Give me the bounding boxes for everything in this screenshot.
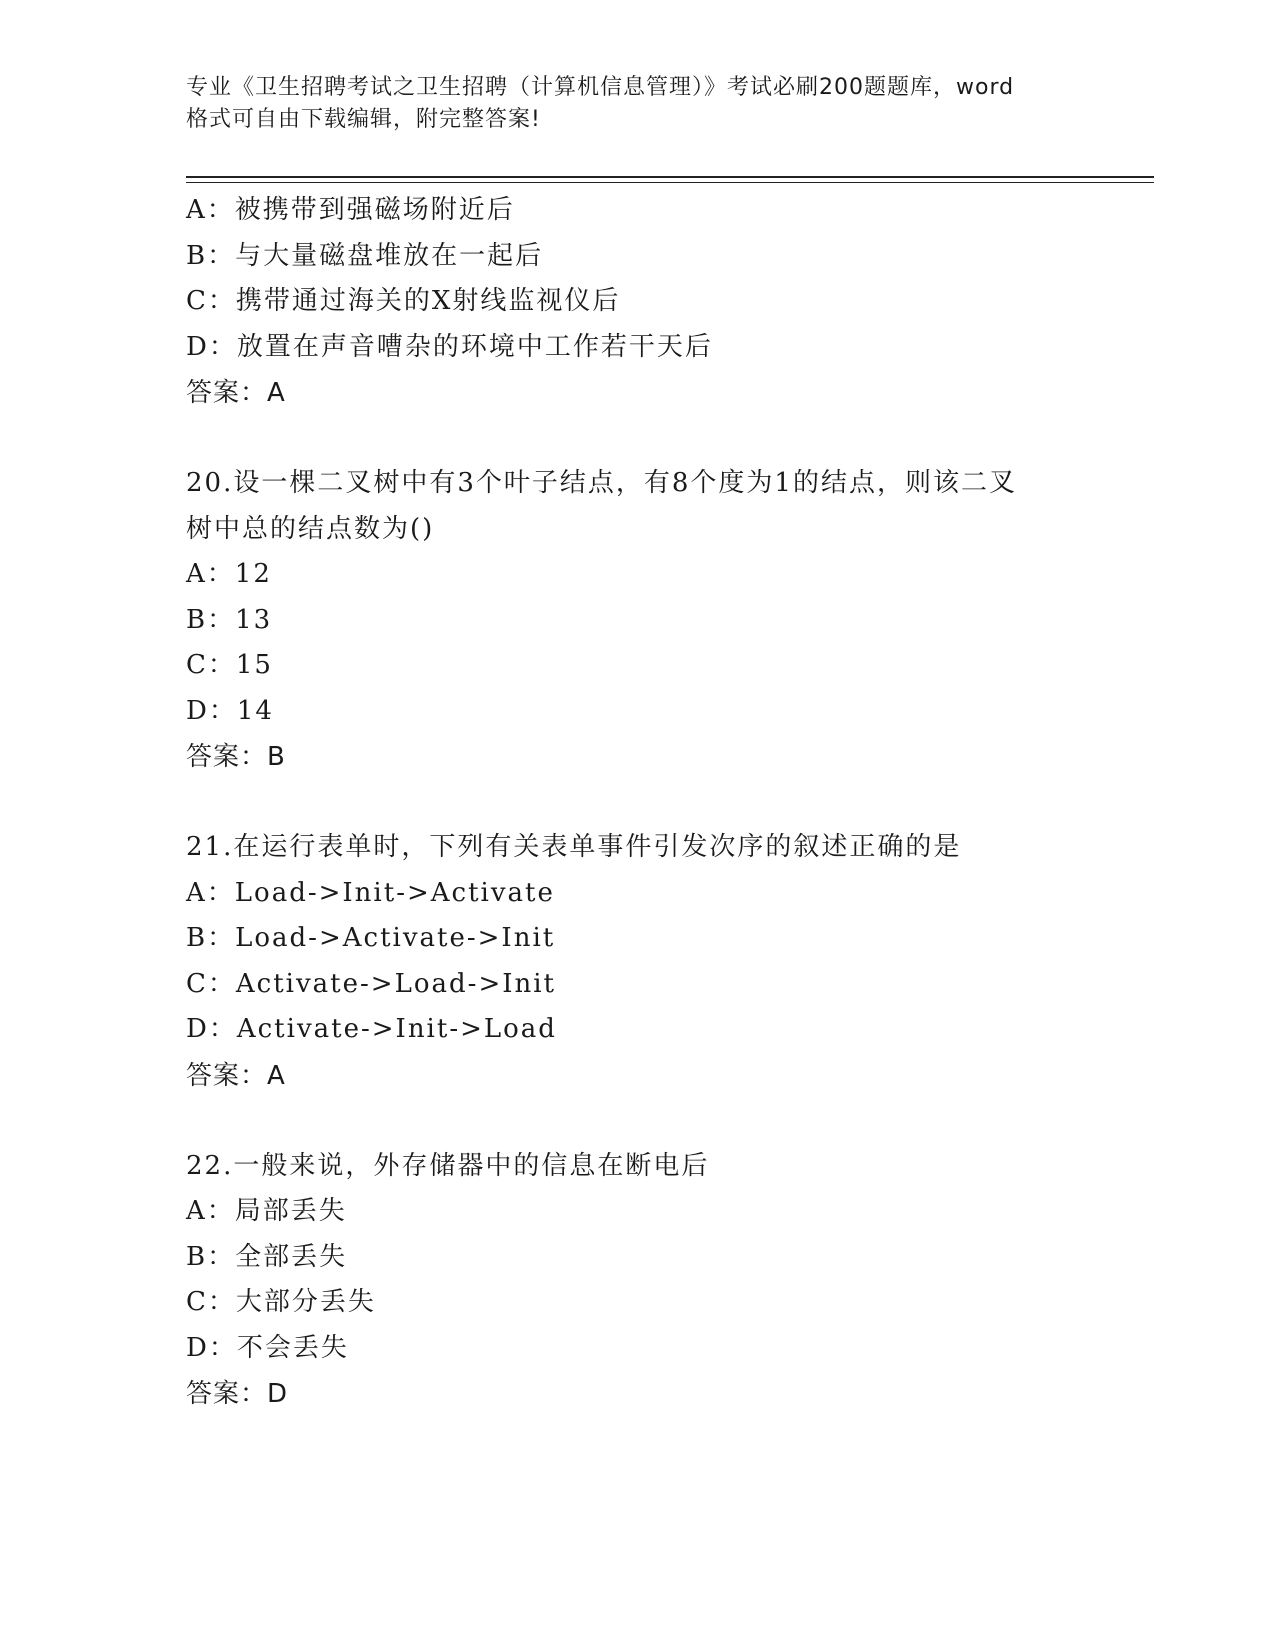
- option-d: D：放置在声音嘈杂的环境中工作若干天后: [186, 331, 713, 362]
- option-c: C：Activate->Load->Init: [186, 968, 557, 999]
- option-c: C：携带通过海关的X射线监视仪后: [186, 286, 621, 316]
- document-header: [186, 72, 1106, 136]
- option-d: D：14: [186, 695, 274, 726]
- option-b: B：Load->Activate->Init: [186, 923, 556, 953]
- header-line-2: 格式可自由下载编辑，附完整答案!: [186, 107, 541, 132]
- question-stem: 22.一般来说，外存储器中的信息在断电后: [186, 1150, 710, 1181]
- question-stem-cont: 树中总的结点数为(): [186, 513, 435, 544]
- question-22: [186, 1144, 1146, 1418]
- question-stem: 20.设一棵二叉树中有3个叶子结点，有8个度为1的结点，则该二叉: [186, 468, 1017, 498]
- answer: 答案：B: [186, 742, 286, 772]
- question-list: [186, 188, 1146, 1417]
- answer: 答案：D: [186, 1379, 289, 1409]
- option-c: C：15: [186, 650, 273, 680]
- question-19: [186, 188, 1146, 416]
- option-a: A：局部丢失: [186, 1196, 347, 1226]
- header-rule-thin: [186, 182, 1154, 183]
- question-21: [186, 825, 1146, 1099]
- header-rule-thick: [186, 176, 1154, 178]
- option-b: B：与大量磁盘堆放在一起后: [186, 240, 544, 271]
- header-line-1: 专业《卫生招聘考试之卫生招聘（计算机信息管理）》考试必刷200题题库，word: [186, 75, 1015, 100]
- answer: 答案：A: [186, 378, 286, 408]
- question-20: [186, 461, 1146, 780]
- option-b: B：全部丢失: [186, 1241, 348, 1272]
- question-stem: 21.在运行表单时，下列有关表单事件引发次序的叙述正确的是: [186, 832, 962, 862]
- option-d: D：Activate->Init->Load: [186, 1014, 557, 1044]
- option-b: B：13: [186, 604, 273, 635]
- option-a: A：12: [186, 559, 272, 589]
- option-c: C：大部分丢失: [186, 1287, 376, 1317]
- option-a: A：Load->Init->Activate: [186, 877, 555, 908]
- option-d: D：不会丢失: [186, 1332, 349, 1363]
- option-a: A：被携带到强磁场附近后: [186, 195, 515, 225]
- answer: 答案：A: [186, 1060, 286, 1091]
